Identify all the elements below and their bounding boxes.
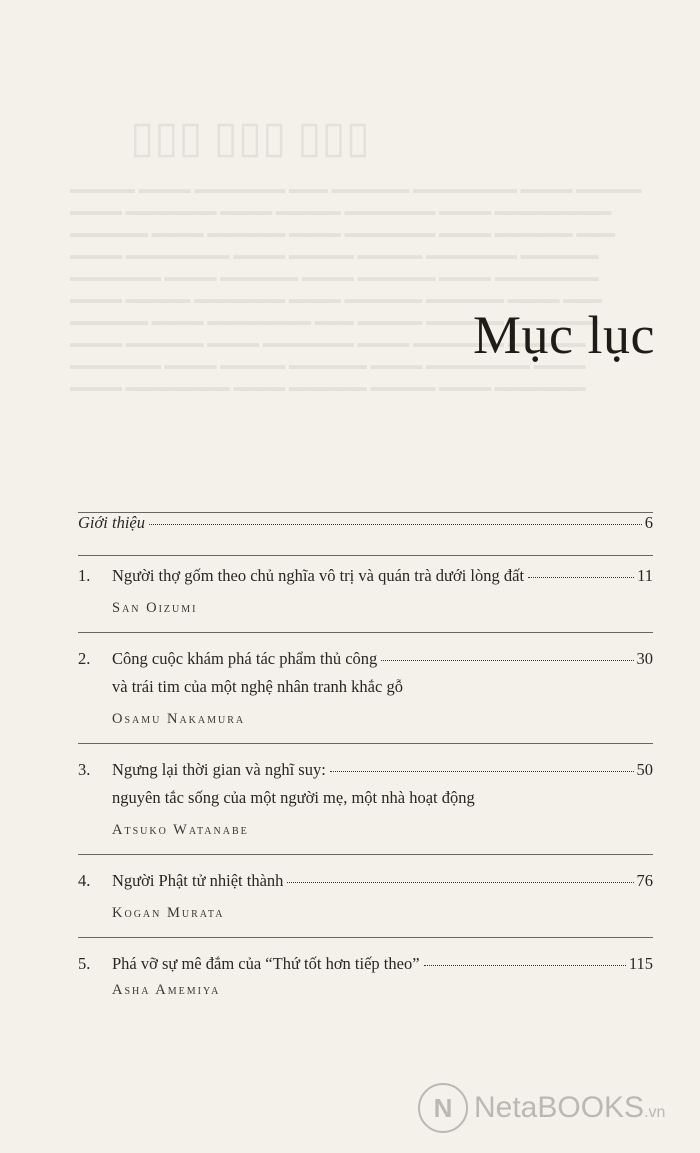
netabooks-watermark xyxy=(418,1083,665,1133)
netabooks-logo-icon: N xyxy=(418,1083,468,1133)
toc-chapter-entry[interactable] xyxy=(78,871,653,938)
chapter-page-number: 50 xyxy=(636,760,653,779)
chapter-title: Phá vỡ sự mê đắm của “Thứ tốt hơn tiếp theo” xyxy=(112,954,420,973)
toc-chapter-entry[interactable] xyxy=(78,566,653,633)
chapter-number: 3. xyxy=(78,760,91,779)
watermark-suffix: .vn xyxy=(644,1104,666,1121)
dot-leader xyxy=(287,882,633,883)
toc-chapter-entry[interactable] xyxy=(78,954,653,1004)
table-of-contents xyxy=(78,512,653,1020)
show-through-heading: ▯▯▯ ▯▯▯ ▯▯▯ xyxy=(130,113,370,162)
chapter-title: Công cuộc khám phá tác phẩm thủ công xyxy=(112,649,378,668)
toc-intro-entry[interactable] xyxy=(78,513,653,541)
chapter-number: 4. xyxy=(78,871,91,890)
toc-separator xyxy=(78,743,653,744)
dot-leader xyxy=(149,524,642,525)
chapter-author: Osamu Nakamura xyxy=(112,711,246,727)
chapter-author: Kogan Murata xyxy=(112,905,225,921)
toc-separator xyxy=(78,854,653,855)
chapter-number: 1. xyxy=(78,566,91,585)
chapter-title-continued: nguyên tắc sống của một người mẹ, một nhà hoạt động xyxy=(112,788,475,807)
chapter-title: Người thợ gốm theo chủ nghĩa vô trị và quán trà dưới lòng đất xyxy=(112,566,525,585)
intro-label: Giới thiệu xyxy=(78,513,146,532)
dot-leader xyxy=(330,771,634,772)
toc-separator xyxy=(78,555,653,556)
chapter-page-number: 11 xyxy=(637,566,653,585)
dot-leader xyxy=(528,577,634,578)
chapter-author: Asha Amemiya xyxy=(112,982,221,998)
chapter-title: Ngưng lại thời gian và nghĩ suy: xyxy=(112,760,326,779)
watermark-brand: NetaBOOKS xyxy=(474,1091,645,1124)
chapter-page-number: 30 xyxy=(636,649,653,668)
chapter-title-continued: và trái tim của một nghệ nhân tranh khắc gỗ xyxy=(112,677,403,696)
chapter-number: 5. xyxy=(78,954,91,973)
toc-separator xyxy=(78,937,653,938)
chapter-number: 2. xyxy=(78,649,91,668)
toc-chapter-entry[interactable] xyxy=(78,760,653,855)
watermark-text xyxy=(474,1091,665,1125)
chapter-title: Người Phật tử nhiệt thành xyxy=(112,871,284,890)
chapter-page-number: 76 xyxy=(636,871,653,890)
chapter-page-number: 115 xyxy=(628,954,653,973)
dot-leader xyxy=(381,660,633,661)
intro-page-number: 6 xyxy=(644,513,653,532)
toc-separator xyxy=(78,632,653,633)
chapter-author: San Oizumi xyxy=(112,600,198,616)
chapter-author: Atsuko Watanabe xyxy=(112,822,249,838)
dot-leader xyxy=(424,965,626,966)
toc-chapter-entry[interactable] xyxy=(78,649,653,744)
show-through-lines: ▬▬▬▬▬ ▬▬▬▬ ▬▬▬▬▬▬▬ ▬▬▬ ▬▬▬▬▬▬ ▬▬▬▬▬▬▬▬ ▬▬▬▬ ▬▬▬▬▬ ▬▬▬▬ ▬▬▬▬▬▬▬ ▬▬▬▬ ▬▬▬▬▬ ▬▬▬▬▬▬▬ ▬▬▬▬ ▬▬▬▬▬▬▬▬▬ ▬▬▬▬▬▬ ▬▬▬▬ ▬▬▬▬▬▬ ▬▬▬▬ ▬▬▬▬▬▬▬ ▬▬▬▬ ▬▬▬▬▬▬ ▬▬▬ ▬▬▬▬ ▬▬▬▬▬▬▬▬ ▬▬▬▬ ▬▬▬▬▬ ▬▬▬▬▬ ▬▬▬▬▬▬▬ ▬▬▬▬▬▬ ▬▬▬▬▬▬▬ ▬▬▬▬ ▬▬▬▬▬▬ ▬▬▬▬ ▬▬▬▬▬▬ ▬▬▬▬ ▬▬▬▬▬▬▬▬ ▬▬▬▬ ▬▬▬▬▬ ▬▬▬▬▬▬▬ ▬▬▬▬ ▬▬▬▬▬▬ ▬▬▬▬▬▬ ▬▬▬▬ ▬▬▬ ▬▬▬▬▬▬ ▬▬▬▬ ▬▬▬▬▬▬▬▬ ▬▬▬ ▬▬▬▬▬ ▬▬▬▬▬▬ ▬▬▬▬▬▬▬ ▬▬▬▬ ▬▬▬▬▬▬ ▬▬▬▬ ▬▬▬▬▬▬▬ ▬▬▬▬ ▬▬▬▬▬▬▬ ▬▬▬▬▬▬ ▬▬▬▬▬▬▬ ▬▬▬▬ ▬▬▬▬▬ ▬▬▬▬▬▬ ▬▬▬▬ ▬▬▬▬▬▬▬▬ ▬▬▬▬ ▬▬▬▬ ▬▬▬▬▬▬▬▬ ▬▬▬▬ ▬▬▬▬▬▬ ▬▬▬▬▬ ▬▬▬▬ ▬▬▬▬▬▬▬ xyxy=(70,181,642,394)
page-title: Mục lục xyxy=(473,305,655,366)
